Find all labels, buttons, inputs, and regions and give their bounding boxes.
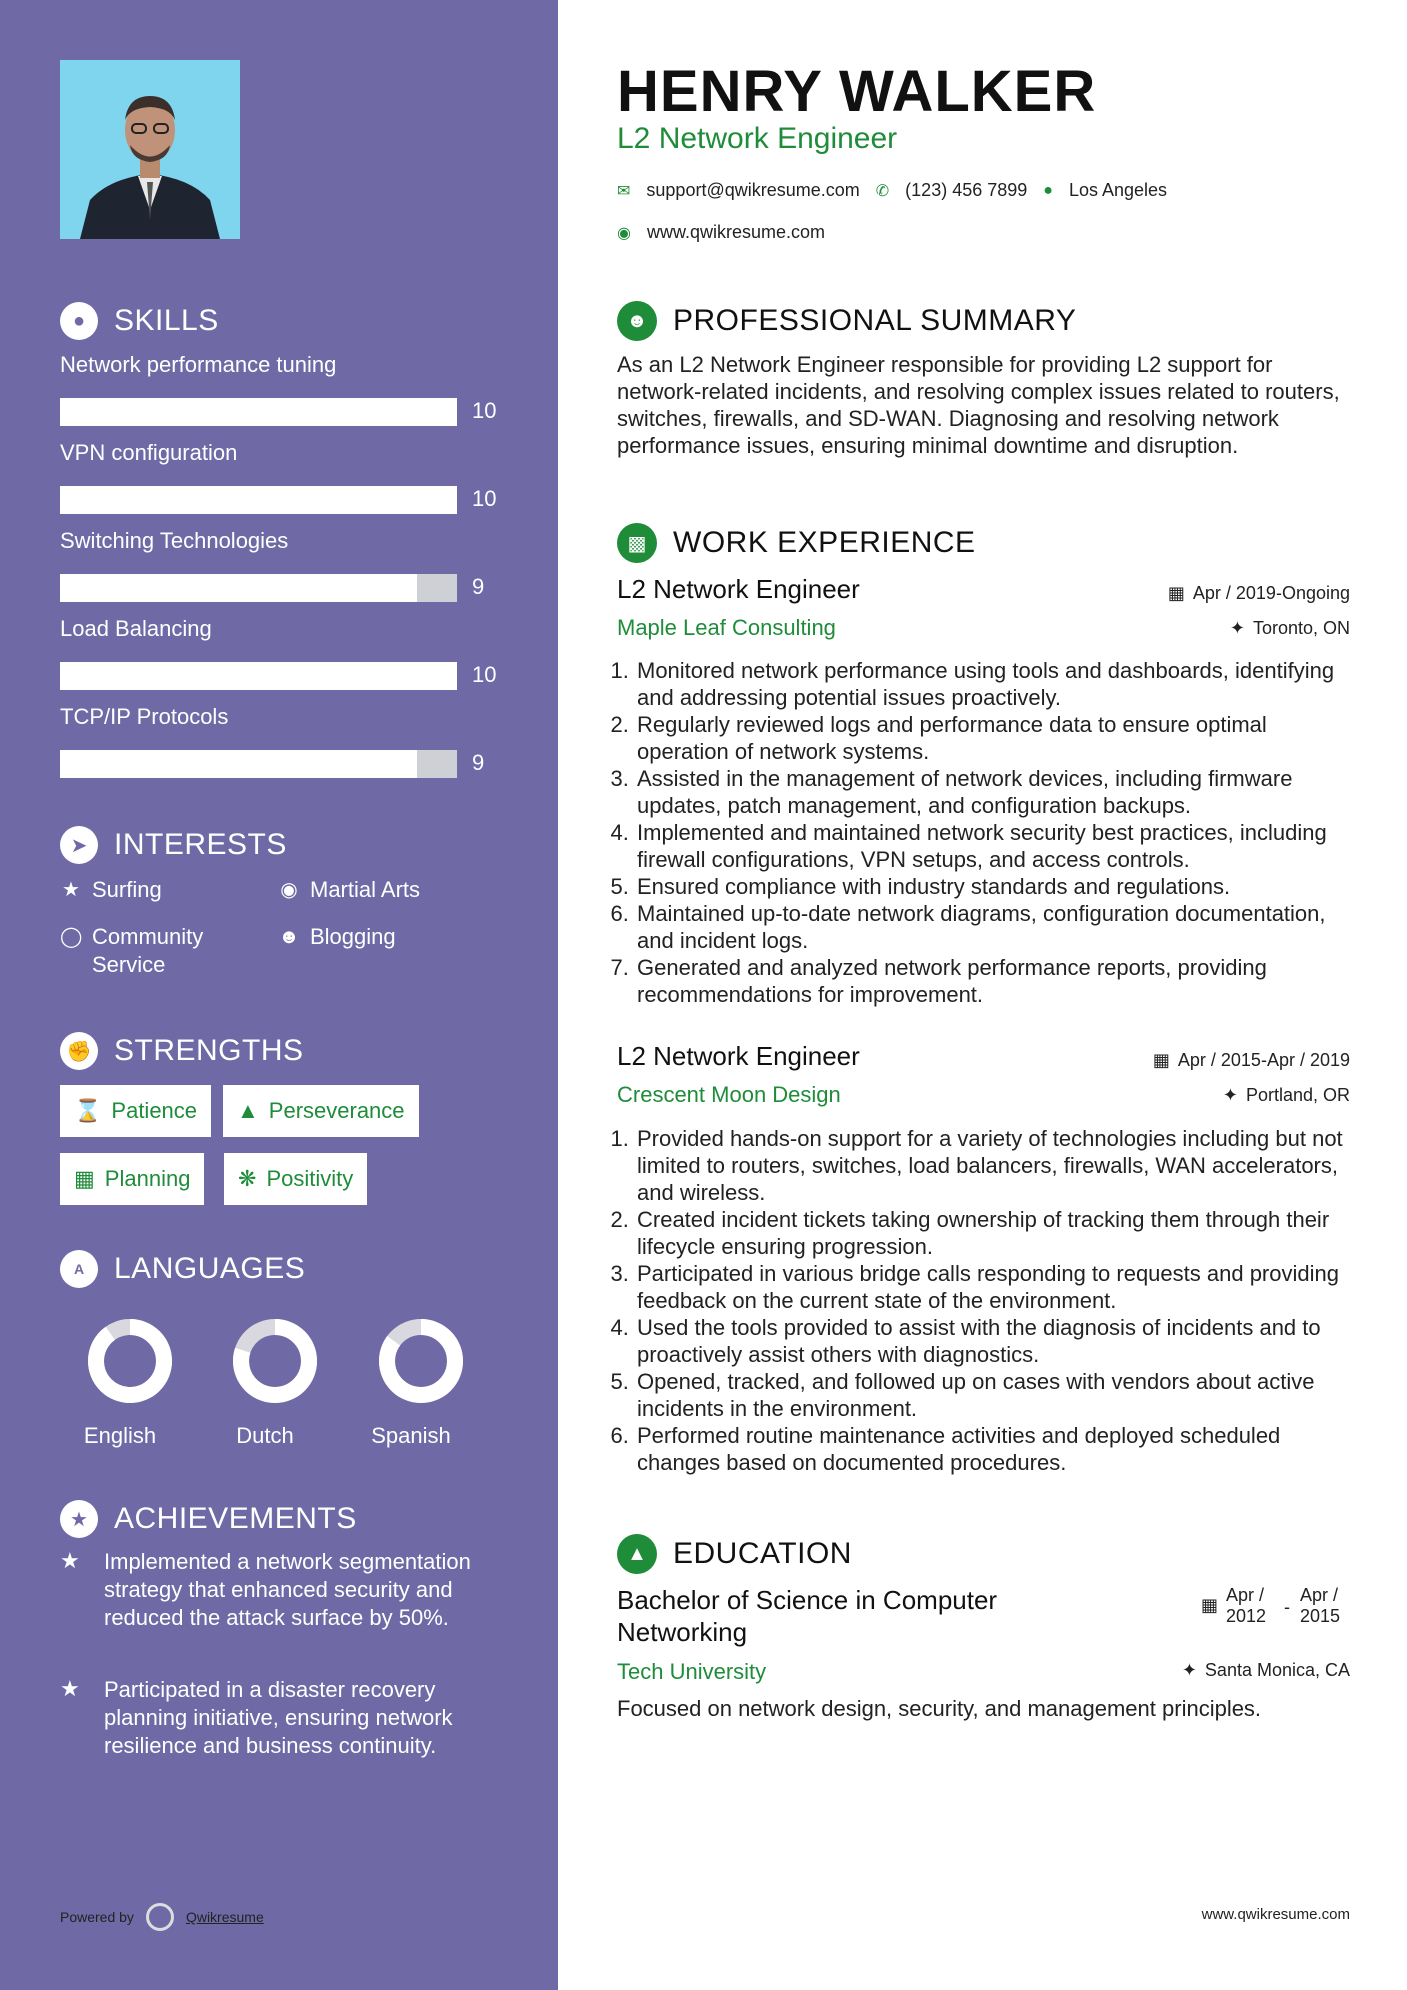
- interest-item: ◉ Martial Arts: [278, 876, 420, 904]
- footer-site[interactable]: www.qwikresume.com: [1201, 1906, 1350, 1923]
- job-company: Crescent Moon Design: [617, 1082, 841, 1107]
- interests-heading: ➤ INTERESTS: [60, 826, 287, 864]
- phone-icon: ✆: [875, 182, 890, 200]
- achievement-item: ★ Participated in a disaster recovery planning initiative, ensuring network resilience and business continuity.: [60, 1676, 453, 1758]
- brand-link[interactable]: Qwikresume: [185, 1909, 264, 1925]
- responsibility-item: 6. Performed routine maintenance activities and deployed scheduled changes based on documented procedures.: [635, 1422, 1357, 1476]
- website-row: [617, 222, 825, 243]
- responsibility-item: 4. Implemented and maintained network security best practices, including firewall configurations, VPN setups, and access controls.: [635, 819, 1357, 873]
- skill-name: Network performance tuning: [60, 352, 337, 377]
- language-item: [346, 1316, 476, 1449]
- strength-chip: ⌛ Patience: [60, 1085, 211, 1137]
- spinner-icon: ❋: [238, 1166, 257, 1191]
- star-icon: ★: [62, 879, 80, 901]
- skill-bar-fill: [60, 574, 417, 602]
- skill-item: [60, 528, 500, 599]
- achievement-item: ★ Implemented a network segmentation strategy that enhanced security and reduced the attack surface by 50%.: [60, 1548, 471, 1630]
- location: Los Angeles: [1068, 180, 1168, 200]
- language-label: Spanish: [371, 1423, 451, 1448]
- strength-chip: ▲ Perseverance: [223, 1085, 419, 1137]
- globe-icon: ◉: [617, 224, 631, 242]
- calendar-icon: ▦: [1167, 583, 1185, 603]
- calendar-icon: ▦: [74, 1166, 95, 1191]
- road-icon: ▲: [237, 1098, 259, 1123]
- skill-item: [60, 616, 500, 687]
- job-location: ✦ Toronto, ON: [1229, 618, 1350, 638]
- pushpin-icon: ✦: [1229, 618, 1245, 638]
- skill-bar-fill: [60, 398, 457, 426]
- shooting-star-icon: ★: [60, 1548, 80, 1573]
- skill-bar: [60, 486, 457, 514]
- education-description: Focused on network design, security, and management principles.: [617, 1696, 1262, 1721]
- skill-bar: [60, 574, 457, 602]
- contact-row: [617, 180, 1167, 201]
- skill-bar-fill: [60, 486, 457, 514]
- language-donut: [376, 1316, 466, 1406]
- skill-level: 10: [472, 662, 497, 687]
- pushpin-icon: ✦: [1181, 1660, 1197, 1680]
- map-pin-icon: ●: [1043, 181, 1053, 199]
- main-content: [558, 0, 1407, 1990]
- users-icon: ☻: [278, 926, 300, 948]
- sidebar: [0, 0, 558, 1990]
- user-icon: ☻: [617, 301, 657, 341]
- summary-text: As an L2 Network Engineer responsible for providing L2 support for network-related incidents, and resolving complex issues related to routers, switches, firewalls, and SD-WAN. Diagnosing and resolving network performance issues, ensuring minimal downtime and disruption.: [617, 352, 1340, 458]
- skill-level: 9: [472, 750, 485, 775]
- skill-level: 10: [472, 398, 497, 423]
- graduation-cap-icon: ▲: [617, 1534, 657, 1574]
- calendar-icon: ▦: [1152, 1050, 1170, 1070]
- job-title: L2 Network Engineer: [617, 574, 860, 604]
- skill-bar: [60, 750, 457, 778]
- skills-heading: ● SKILLS: [60, 302, 219, 340]
- person-name: HENRY WALKER: [617, 59, 1097, 124]
- qwikresume-logo-icon: [146, 1903, 174, 1931]
- hourglass-icon: ⌛: [74, 1098, 102, 1123]
- education-heading: ▲ EDUCATION: [617, 1534, 852, 1574]
- profile-photo: [60, 60, 240, 239]
- languages-heading: A LANGUAGES: [60, 1250, 305, 1288]
- interest-item: ★ Surfing: [60, 876, 162, 904]
- strength-chip: ❋ Positivity: [224, 1153, 367, 1205]
- responsibility-item: 4. Used the tools provided to assist with the diagnosis of incidents and to proactively assist others with diagnostics.: [635, 1314, 1357, 1368]
- language-donut-fill: [96, 1327, 164, 1395]
- skill-name: Load Balancing: [60, 616, 212, 641]
- responsibility-item: 3. Participated in various bridge calls responding to requests and providing feedback on the current state of the environment.: [635, 1260, 1357, 1314]
- job-location: ✦ Portland, OR: [1222, 1085, 1350, 1105]
- language-donut: [230, 1316, 320, 1406]
- responsibility-item: 2. Regularly reviewed logs and performance data to ensure optimal operation of network systems.: [635, 711, 1357, 765]
- strength-chip: ▦ Planning: [60, 1153, 204, 1205]
- school: Tech University: [617, 1659, 767, 1684]
- responsibility-item: 3. Assisted in the management of network devices, including firmware updates, patch management, and configuration backups.: [635, 765, 1357, 819]
- calendar-icon: ▦: [1200, 1595, 1218, 1615]
- skill-item: [60, 440, 500, 511]
- briefcase-icon: ▩: [617, 523, 657, 563]
- website[interactable]: www.qwikresume.com: [646, 222, 826, 242]
- language-donut: [85, 1316, 175, 1406]
- job-responsibilities: [617, 1125, 1357, 1476]
- skill-name: VPN configuration: [60, 440, 238, 465]
- envelope-icon: ✉: [617, 182, 631, 200]
- job-company: Maple Leaf Consulting: [617, 615, 836, 640]
- globe-icon: ◉: [280, 879, 298, 901]
- email[interactable]: support@qwikresume.com: [646, 180, 860, 200]
- skill-bar-fill: [60, 750, 417, 778]
- job-dates: ▦ Apr / 2015-Apr / 2019: [1152, 1050, 1350, 1070]
- skill-name: TCP/IP Protocols: [60, 704, 229, 729]
- skill-name: Switching Technologies: [60, 528, 289, 553]
- education-dates: ▦ Apr / 2012 - Apr / 2015: [1200, 1585, 1341, 1626]
- shield-icon: ◯: [60, 926, 83, 948]
- responsibility-item: 6. Maintained up-to-date network diagrams, configuration documentation, and incident logs.: [635, 900, 1357, 954]
- responsibility-item: 5. Ensured compliance with industry standards and regulations.: [635, 873, 1357, 900]
- skill-item: [60, 704, 500, 775]
- experience-heading: ▩ WORK EXPERIENCE: [617, 523, 976, 563]
- skill-level: 10: [472, 486, 497, 511]
- powered-by: Powered by Qwikresume: [60, 1903, 264, 1931]
- phone[interactable]: (123) 456 7899: [905, 180, 1028, 200]
- language-item: [200, 1316, 330, 1449]
- responsibility-item: 1. Monitored network performance using tools and dashboards, identifying and addressing potential issues proactively.: [635, 657, 1357, 711]
- responsibility-item: 7. Generated and analyzed network performance reports, providing recommendations for improvement.: [635, 954, 1357, 1008]
- lightbulb-icon: ●: [60, 302, 98, 340]
- summary-heading: ☻ PROFESSIONAL SUMMARY: [617, 301, 1076, 341]
- achievements-heading: ★ ACHIEVEMENTS: [60, 1500, 357, 1538]
- skill-bar: [60, 662, 457, 690]
- fist-icon: ✊: [60, 1032, 98, 1070]
- skill-level: 9: [472, 574, 485, 599]
- language-icon: A: [60, 1250, 98, 1288]
- degree: Bachelor of Science in Computer Networking: [617, 1585, 998, 1647]
- education-location: ✦ Santa Monica, CA: [1181, 1660, 1350, 1680]
- responsibility-item: 1. Provided hands-on support for a variety of technologies including but not limited to routers, switches, load balancers, firewalls, WAN accelerators, and wireless.: [635, 1125, 1357, 1206]
- responsibility-item: 2. Created incident tickets taking ownership of tracking them through their lifecycle ensuring progression.: [635, 1206, 1357, 1260]
- strengths-heading: ✊ STRENGTHS: [60, 1032, 304, 1070]
- star-badge-icon: ★: [60, 1500, 98, 1538]
- paper-plane-icon: ➤: [60, 826, 98, 864]
- job-responsibilities: [617, 657, 1357, 1008]
- responsibility-item: 5. Opened, tracked, and followed up on cases with vendors about active incidents in the environment.: [635, 1368, 1357, 1422]
- interest-item: ◯ Community Service: [60, 924, 204, 977]
- language-label: English: [83, 1423, 157, 1448]
- job-dates: ▦ Apr / 2019-Ongoing: [1167, 583, 1350, 603]
- skill-bar-fill: [60, 662, 457, 690]
- language-item: [55, 1316, 185, 1449]
- shooting-star-icon: ★: [60, 1676, 80, 1701]
- language-label: Dutch: [236, 1423, 294, 1448]
- skill-bar: [60, 398, 457, 426]
- pushpin-icon: ✦: [1222, 1085, 1238, 1105]
- job-title: L2 Network Engineer: [617, 1041, 860, 1071]
- person-role: L2 Network Engineer: [617, 122, 898, 155]
- interest-item: ☻ Blogging: [278, 924, 396, 949]
- skill-item: [60, 352, 500, 423]
